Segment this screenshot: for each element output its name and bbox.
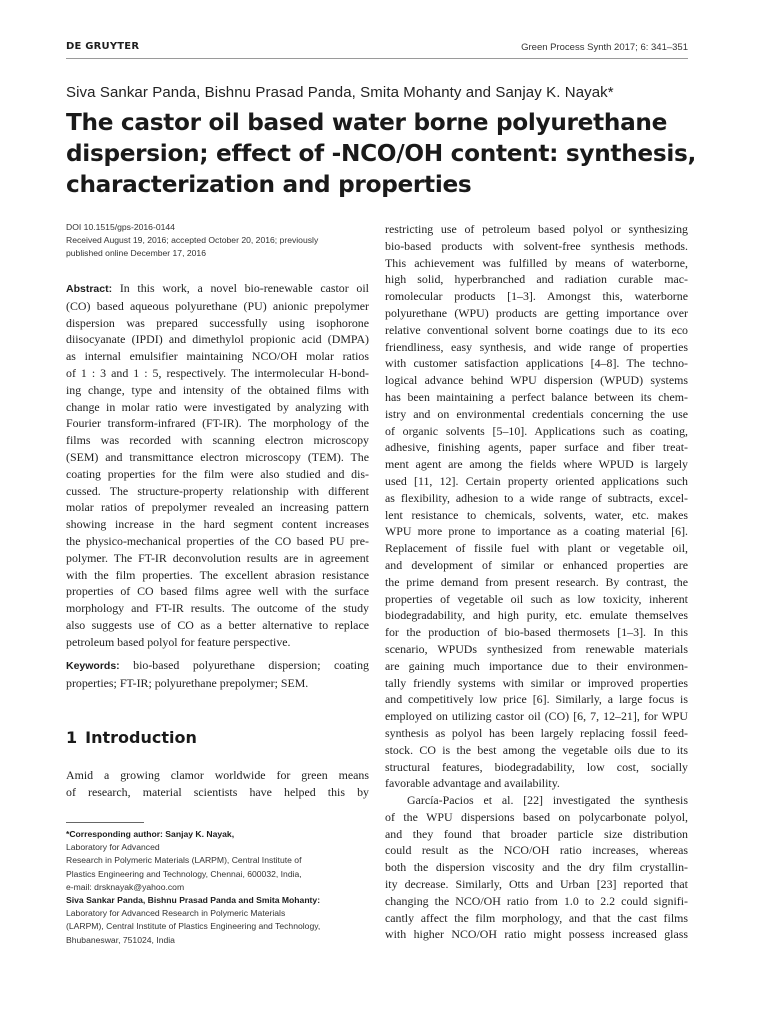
body-line: the prime demand from present research. By contrast, the <box>385 574 688 589</box>
body-line: favorable advantage and availability. <box>385 776 560 791</box>
body-line: Amid a growing clamor worldwide for green means <box>66 768 369 782</box>
title-line: The castor oil based water borne polyurethane <box>66 109 668 136</box>
body-line: WPU more prone to importance as a coating material [6]. <box>385 524 688 539</box>
footnote-rule <box>66 822 144 823</box>
footnote-line <box>66 894 371 907</box>
footnote-line: Bhubaneswar, 751024, India <box>66 934 175 945</box>
body-line: restricting use of petroleum based polyol or synthesizing <box>385 222 688 236</box>
section-number: 1 <box>66 728 78 747</box>
body-line: lent resistance to chemicals, solvents, water, etc. makes <box>385 507 688 522</box>
footnote-email: e-mail: drsknayak@yahoo.com <box>66 881 185 892</box>
corresponding-author-label: *Corresponding author: Sanjay K. Nayak, <box>66 829 235 839</box>
doi-line: DOI 10.1515/gps-2016-0144 <box>66 222 175 232</box>
footnote-line: Plastics Engineering and Technology, Chennai, 600032, India, <box>66 868 302 879</box>
footnote-text: Laboratory for Advanced <box>66 842 160 853</box>
abstract-line: (SEM) and transmittance electron microscopy (TEM). The <box>66 449 369 464</box>
body-line: with customer satisfaction applications [4–8]. The techno- <box>385 356 688 371</box>
body-line: friendliness, easy synthesis, and wide range of properties <box>385 339 688 354</box>
header-rule <box>66 58 688 59</box>
body-line: of organic solvents [5–10]. Applications such as coating, <box>385 423 688 438</box>
body-line: high solid, hyperbranched and radiation curable mac- <box>385 272 688 287</box>
abstract-line: showing increase in the hard segment content increases <box>66 517 369 532</box>
body-line: used [11, 12]. Certain property oriented applications such <box>385 473 688 488</box>
footnote-line: Research in Polymeric Materials (LARPM), Central Institute of <box>66 855 302 866</box>
body-line: tally friendly systems with similar or improved properties <box>385 675 688 690</box>
body-line: for the production of bio-based thermosets [1–3]. In this <box>385 625 688 640</box>
abstract-line: (CO) based aqueous polyurethane (PU) anionic prepolymer <box>66 298 369 313</box>
keywords-text: bio-based polyurethane dispersion; coating <box>133 658 369 672</box>
body-line: adhesive, finishing agents, paper surface and fiber treat- <box>385 440 688 455</box>
body-line: bio-based products with solvent-free synthesis methods. <box>385 238 688 253</box>
dates-line: Received August 19, 2016; accepted October 20, 2016; previously <box>66 235 319 245</box>
body-line: biodegradability, and high purity, etc. emulate themselves <box>385 608 688 623</box>
publisher-name: DE GRUYTER <box>66 41 140 52</box>
abstract-line <box>66 280 369 298</box>
body-line: relative conventional solvent borne coatings due to its eco <box>385 322 688 337</box>
abstract-line: dispersion was prepared successfully using isophorone <box>66 315 369 330</box>
abstract-line: properties of CO based films agree well with the surface <box>66 584 369 599</box>
abstract-line: of 1 : 3 and 1 : 5, respectively. The intermolecular H-bond- <box>66 365 369 380</box>
dates-line: published online December 17, 2016 <box>66 248 206 258</box>
keywords-line: properties; FT-IR; polyurethane prepolymer; SEM. <box>66 675 309 690</box>
body-line: structural features, biodegradability, low cost, socially <box>385 759 688 774</box>
body-line: romolecular products [1–3]. Amongst this, waterborne <box>385 289 688 304</box>
body-line: scenario, WPUDs synthesized from renewable materials <box>385 641 688 656</box>
abstract-text: In this work, a novel bio-renewable castor oil <box>119 281 369 295</box>
title-line: dispersion; effect of -NCO/OH content: synthesis, <box>66 140 697 167</box>
body-line: properties of vegetable oil such as low toxicity, inherent <box>385 591 688 606</box>
body-line: has been maintaining a perfect balance between its chem- <box>385 389 688 404</box>
article-metadata <box>66 221 369 260</box>
body-line: of research, material scientists have helped this by <box>66 784 369 799</box>
body-line: istry and on environmental credentials concerning the use <box>385 406 688 421</box>
footnote-line: Laboratory for Advanced Research in Polymeric Materials <box>66 908 286 919</box>
abstract-line: petroleum based polyol for feature perspective. <box>66 634 291 649</box>
author-footnote <box>66 828 371 947</box>
abstract-line: as internal emulsifier maintaining NCO/OH molar ratios <box>66 349 369 364</box>
body-line: and they found that broader particle size distribution <box>385 826 688 841</box>
body-line: changing the NCO/OH ratio from 1.0 to 2.2 could signifi- <box>385 893 688 908</box>
abstract-line: with the film properties. The excellent abrasion resistance <box>66 567 369 582</box>
body-line: García-Pacios et al. [22] investigated the synthesis <box>407 793 688 808</box>
body-line: logical advance behind WPU dispersion (WPUD) systems <box>385 373 688 388</box>
section-title: Introduction <box>85 728 197 747</box>
body-line: could result as the NCO/OH ratio increases, whereas <box>385 843 688 858</box>
body-line: and development of similar or enhanced properties are <box>385 557 688 572</box>
body-line: and competitively low price [6]. Similarly, a large focus is <box>385 692 688 707</box>
abstract-line: morphology and FT-IR results. The outcome of the study <box>66 601 369 616</box>
keywords-line <box>66 657 369 675</box>
footnote-line <box>66 828 371 854</box>
abstract-line: molar ratios of prepolymer revealed an increasing pattern <box>66 500 369 515</box>
abstract-line: coating properties for the film were also studied and dis- <box>66 466 369 481</box>
abstract-label: Abstract: <box>66 283 113 295</box>
abstract-line: the physico-mechanical properties of the CO based PU pre- <box>66 533 369 548</box>
body-line: This achievement was fulfilled by means of waterborne, <box>385 255 688 270</box>
body-line: ity decrease. Similarly, Otts and Urban [23] reported that <box>385 877 688 892</box>
body-line: cantly affect the film morphology, and that the cast films <box>385 910 688 925</box>
abstract-line: ing change, type and intensity of the obtained films with <box>66 382 369 397</box>
abstract-line: polymer. The FT-IR deconvolution results are in agreement <box>66 550 369 565</box>
abstract-line: films was recorded with scanning electron microscopy <box>66 433 369 448</box>
author-list: Siva Sankar Panda, Bishnu Prasad Panda, Smita Mohanty and Sanjay K. Nayak* <box>66 84 614 101</box>
footnote-line: (LARPM), Central Institute of Plastics Engineering and Technology, <box>66 921 321 932</box>
body-line: as flexibility, adhesion to a wide range of subtracts, excel- <box>385 490 688 505</box>
abstract-line: cussed. The structure-property relationship with different <box>66 483 369 498</box>
body-line: Replacement of fissile fuel with plant or vegetable oil, <box>385 541 688 556</box>
keywords-section <box>66 657 369 692</box>
abstract-line: diisocyanate (IPDI) and dimethylol propionic acid (DMPA) <box>66 332 369 347</box>
body-line: synthesis as polyol has been largely replacing fossil feed- <box>385 725 688 740</box>
body-line: with higher NCO/OH ratio might possess increased glass <box>385 927 688 942</box>
coauthors-label: Siva Sankar Panda, Bishnu Prasad Panda and Smita Mohanty: <box>66 895 321 906</box>
body-line: ment agent are among the fields where WPUD is largely <box>385 457 688 472</box>
abstract-section <box>66 280 369 651</box>
introduction-right-column <box>385 221 688 943</box>
body-line: of the WPU dispersions based on polycarbonate polyol, <box>385 809 688 824</box>
title-line: characterization and properties <box>66 171 472 198</box>
body-line: stock. CO is the best among the vegetable oils due to its <box>385 742 688 757</box>
body-line: employed on utilizing castor oil (CO) [6, 7, 12–21], for WPU <box>385 709 688 724</box>
running-header <box>66 40 688 58</box>
article-title <box>66 107 706 200</box>
introduction-left-column <box>66 767 369 801</box>
abstract-line: Fourier transform-infrared (FT-IR). The morphology of the <box>66 416 369 431</box>
journal-citation: Green Process Synth 2017; 6: 341–351 <box>521 42 688 53</box>
keywords-label: Keywords: <box>66 660 120 672</box>
abstract-line: also suggests use of CO as a better alternative to replace <box>66 617 369 632</box>
body-line: both the dispersion viscosity and the dry film crystallin- <box>385 860 688 875</box>
body-line: are gaining much importance due to their environmen- <box>385 658 688 673</box>
body-line: polyurethane (WPU) products are getting importance over <box>385 305 688 320</box>
abstract-line: change in molar ratio were investigated by analyzing with <box>66 399 369 414</box>
section-heading-introduction <box>66 728 197 747</box>
